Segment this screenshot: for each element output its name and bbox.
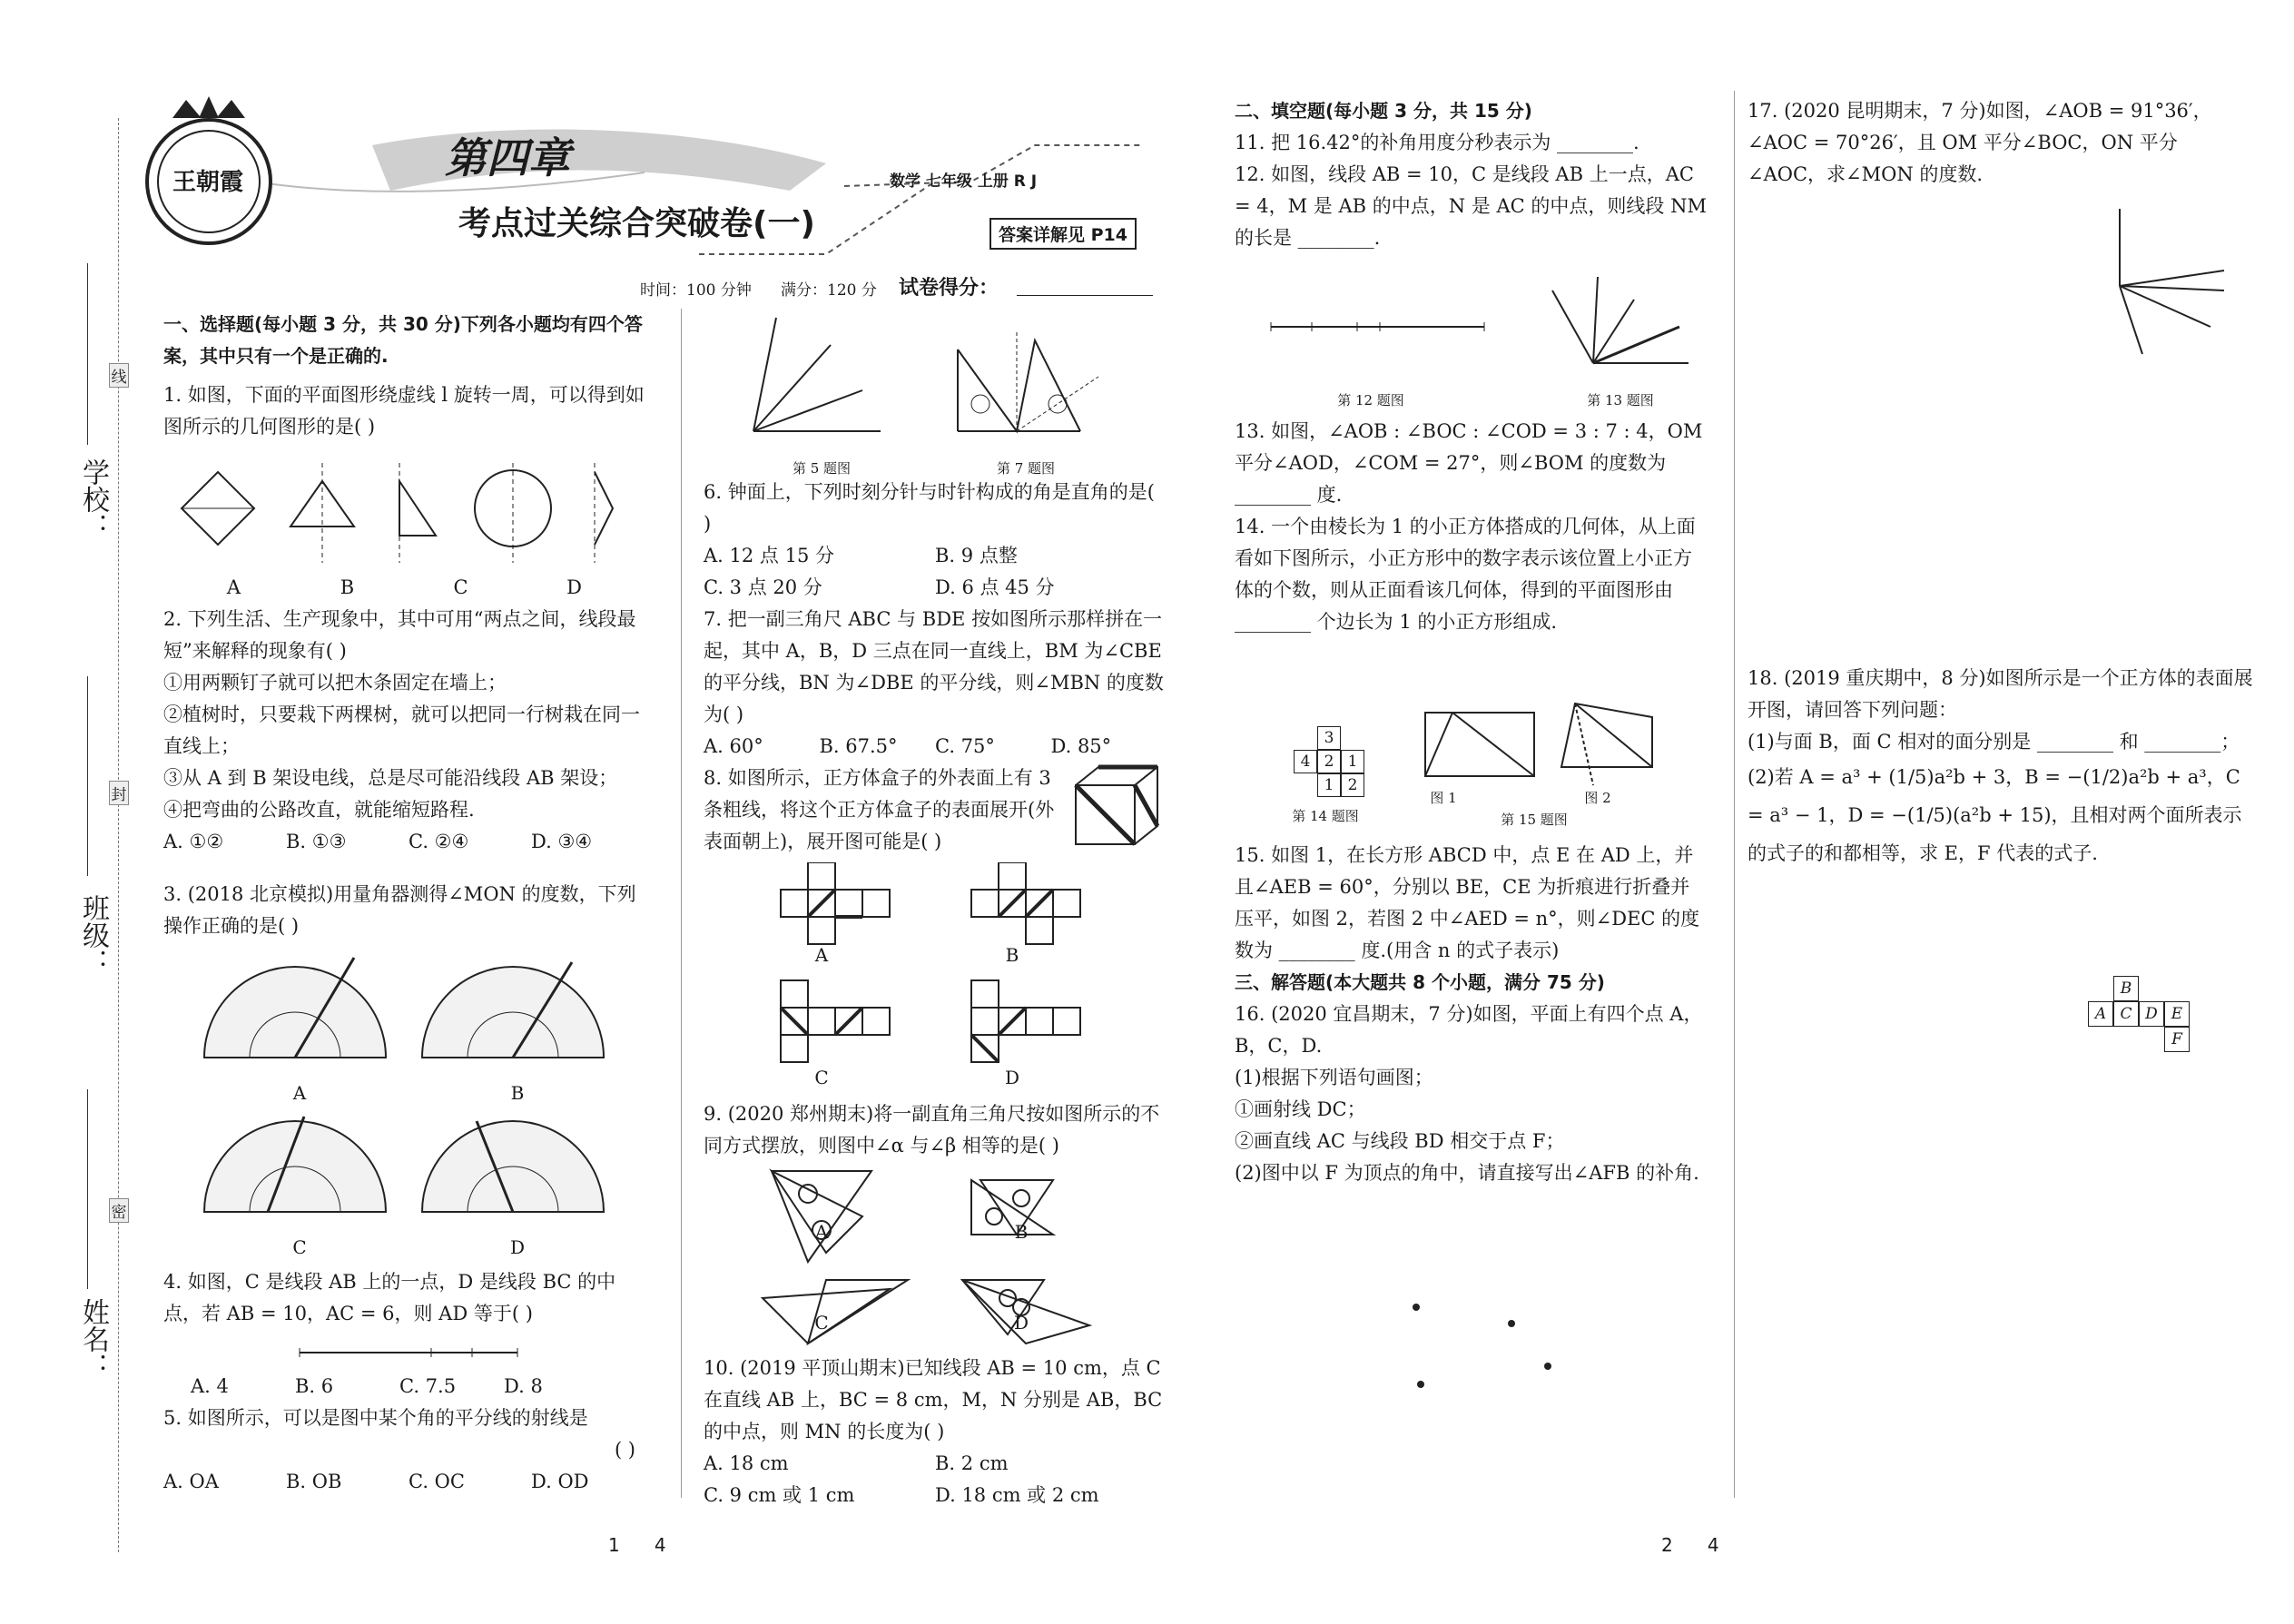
q6-option-a[interactable]: A. 12 点 15 分 — [704, 545, 834, 566]
question-13-14 — [1235, 416, 1707, 638]
fig15-caption: 第 15 题图 — [1501, 812, 1568, 828]
q3-protractors — [195, 953, 631, 1244]
q6-option-b[interactable]: B. 9 点整 — [935, 545, 1018, 566]
full-score: 满分：120 分 — [781, 281, 877, 300]
q10-option-a[interactable]: A. 18 cm — [704, 1452, 789, 1474]
page-number-right: 2 4 — [1661, 1534, 1719, 1556]
q2-option-d[interactable]: D. ③④ — [531, 831, 593, 852]
q17-figure — [2097, 200, 2242, 363]
column-divider-1 — [681, 309, 682, 1498]
fig15-1-caption: 图 1 — [1430, 790, 1457, 806]
question-5: 5. 如图所示，可以是图中某个角的平分线的射线是 ( ) A. OA B. OB C. OC D. OD — [163, 1403, 654, 1498]
q8-option-b[interactable]: B — [1005, 944, 1019, 966]
q4-option-b[interactable]: B. 6 — [295, 1375, 334, 1397]
q8-cube — [1067, 763, 1167, 853]
question-1: 1. 如图，下面的平面图形绕虚线 l 旋转一周，可以得到如图所示的几何图形的是( ) — [163, 384, 645, 438]
q2-option-b[interactable]: B. ①③ — [286, 831, 347, 852]
q16-points — [1389, 1289, 1570, 1398]
q4-segment — [290, 1330, 536, 1366]
q10-option-b[interactable]: B. 2 cm — [935, 1452, 1009, 1474]
header-banner — [136, 91, 1180, 290]
q10-option-c[interactable]: C. 9 cm 或 1 cm — [704, 1484, 855, 1506]
answer-ref: 答案详解见 P14 — [989, 218, 1137, 250]
q14-grid: 3 4 2 1 1 2 — [1294, 726, 1364, 797]
logo-text: 王朝霞 — [172, 169, 244, 196]
q1-option-a[interactable]: A — [226, 576, 241, 598]
crown-icon — [172, 96, 245, 118]
q8-option-c[interactable]: C — [814, 1067, 829, 1088]
q1-options — [177, 572, 631, 604]
question-2: 2. 下列生活、生产现象中，其中可用“两点之间，线段最短”来解释的现象有( ) ①用两颗钉子就可以把木条固定在墙上； ②植树时，只要栽下两棵树，就可以把同一行树栽在同一直线上； ③从 A 到 B 架设电线，总是尽可能沿线段 AB 架设； ④把弯曲的公路改直，就能缩短路程. A. ①② B. ①③ C. ②④ D. ③④ — [163, 604, 654, 858]
time-limit: 时间：100 分钟 — [640, 281, 752, 300]
q5-option-d[interactable]: D. OD — [531, 1471, 589, 1492]
q9-option-d[interactable]: D — [1013, 1312, 1029, 1334]
q1-option-c[interactable]: C — [453, 576, 468, 598]
q9-option-a[interactable]: A — [814, 1221, 829, 1243]
question-17: 17. (2020 昆明期末，7 分)如图，∠AOB = 91°36′，∠AOC = 70°26′，且 OM 平分∠BOC，ON 平分∠AOC，求∠MON 的度数. — [1748, 100, 2212, 185]
fig13-caption: 第 13 题图 — [1587, 392, 1654, 408]
fig12-caption: 第 12 题图 — [1337, 392, 1404, 408]
question-8: 8. 如图所示，正方体盒子的外表面上有 3 条粗线，将这个正方体盒子的表面展开(外表面朝上)，展开图可能是( ) — [704, 767, 1055, 852]
chapter-title: 第四章 — [445, 133, 570, 182]
school-line — [87, 263, 88, 445]
name-line — [87, 1089, 88, 1289]
q5-option-a[interactable]: A. OA — [163, 1471, 219, 1492]
fig7-caption: 第 7 题图 — [996, 460, 1056, 477]
question-18: 18. (2019 重庆期中，8 分)如图所示是一个正方体的表面展开图，请回答下列问题： (1)与面 B，面 C 相对的面分别是 ________ 和 ________； (2)若 A = a³ + (1/5)a²b + 3，B = −(1/2)a²b + a³，C = a³ − 1，D = −(1/5)(a²b + 15)，且相对两个面所表示的式子的和都相等，求 E，F 代表的式子. — [1748, 667, 2253, 864]
q2-option-c[interactable]: C. ②④ — [409, 831, 469, 852]
section-1-title: 一、选择题(每小题 3 分，共 30 分)下列各小题均有四个答案，其中只有一个是正确的. — [163, 313, 643, 367]
seal-mark-3: 密 — [109, 1198, 129, 1223]
section-2: 二、填空题(每小题 3 分，共 15 分) 11. 把 16.42°的补角用度分秒表示为 ________. 12. 如图，线段 AB = 10，C 是线段 AB 上一点，AC = 4，M 是 AB 的中点，N 是 AC 的中点，则线段 NM 的长是 ________. — [1235, 95, 1707, 254]
question-7: 7. 把一副三角尺 ABC 与 BDE 按如图所示那样拼在一起，其中 A，B，D 三点在同一直线上，BM 为∠CBE 的平分线，BN 为∠DBE 的平分线，则∠MBN 的度数为( ) A. 60° B. 67.5° C. 75° D. 85° — [704, 604, 1167, 763]
q6-option-d[interactable]: D. 6 点 45 分 — [935, 576, 1055, 598]
question-14: 14. 一个由棱长为 1 的小正方体搭成的几何体，从上面看如下图所示，小正方形中的数字表示该位置上小正方体的个数，则从正面看该几何体，得到的平面图形由 ________ 个边长为 1 的小正方形组成. — [1235, 516, 1696, 633]
question-12: 12. 如图，线段 AB = 10，C 是线段 AB 上一点，AC = 4，M 是 AB 的中点，N 是 AC 的中点，则线段 NM 的长是 ________. — [1235, 163, 1707, 249]
fig5-caption: 第 5 题图 — [792, 460, 852, 477]
score-label: 试卷得分： — [899, 277, 999, 300]
school-label: 学校： — [77, 458, 109, 540]
q1-figure — [177, 454, 649, 581]
score-blank[interactable] — [1017, 295, 1153, 296]
q1-option-b[interactable]: B — [340, 576, 355, 598]
q6-option-c[interactable]: C. 3 点 20 分 — [704, 576, 822, 598]
column-divider-2 — [1734, 91, 1735, 1498]
seal-line — [118, 118, 119, 1552]
q1-option-d[interactable]: D — [566, 576, 582, 598]
q15-figures — [1416, 699, 1689, 799]
book-meta: 数学 七年级 上册 R J — [890, 172, 1038, 191]
class-label: 班级： — [77, 894, 109, 976]
q9-option-b[interactable]: B — [1014, 1221, 1029, 1243]
q12-q13-figures — [1262, 263, 1698, 381]
q4-options — [191, 1371, 608, 1403]
q9-option-c[interactable]: C — [814, 1312, 829, 1334]
q18-net: B A C D E F — [2088, 976, 2190, 1052]
q10-option-d[interactable]: D. 18 cm 或 2 cm — [935, 1484, 1099, 1506]
page-number-left: 1 4 — [608, 1534, 666, 1556]
q5-option-b[interactable]: B. OB — [286, 1471, 342, 1492]
q2-option-a[interactable]: A. ①② — [163, 831, 224, 852]
q4-option-a[interactable]: A. 4 — [191, 1375, 229, 1397]
q3-option-d[interactable]: D — [509, 1236, 526, 1258]
q7-option-d[interactable]: D. 85° — [1050, 735, 1112, 757]
q3-option-a[interactable]: A — [292, 1082, 307, 1104]
q7-option-c[interactable]: C. 75° — [935, 735, 995, 757]
q8-option-a[interactable]: A — [814, 944, 829, 966]
question-9: 9. (2020 郑州期末)将一副直角三角尺按如图所示的不同方式摆放，则图中∠α 与∠β 相等的是( ) — [704, 1103, 1160, 1156]
q3-option-c[interactable]: C — [292, 1236, 307, 1258]
question-16: 16. (2020 宜昌期末，7 分)如图，平面上有四个点 A，B，C，D. — [1235, 1003, 1703, 1057]
fig14-caption: 第 14 题图 — [1292, 808, 1359, 824]
q3-option-b[interactable]: B — [510, 1082, 525, 1104]
question-11: 11. 把 16.42°的补角用度分秒表示为 ________. — [1235, 132, 1639, 153]
question-6: 6. 钟面上，下列时刻分针与时针构成的角是直角的是( ) A. 12 点 15 分 B. 9 点整 C. 3 点 20 分 D. 6 点 45 分 — [704, 477, 1167, 604]
class-line — [87, 676, 88, 876]
question-10: 10. (2019 平顶山期末)已知线段 AB = 10 cm，点 C 在直线 AB 上，BC = 8 cm，M，N 分别是 AB，BC 的中点，则 MN 的长度为( ) A. 18 cm B. 2 cm C. 9 cm 或 1 cm D. 18 cm 或 2 cm — [704, 1353, 1167, 1511]
fig15-2-caption: 图 2 — [1584, 790, 1611, 806]
section-3-title: 三、解答题(本大题共 8 个小题，满分 75 分) — [1235, 971, 1605, 993]
q7-option-b[interactable]: B. 67.5° — [819, 735, 898, 757]
question-4: 4. 如图，C 是线段 AB 上的一点，D 是线段 BC 的中点，若 AB = 10，AC = 6，则 AD 等于( ) — [163, 1271, 616, 1324]
question-13: 13. 如图，∠AOB : ∠BOC : ∠COD = 3 : 7 : 4，OM 平分∠AOD，∠COM = 27°，则∠BOM 的度数为 ________ 度. — [1235, 420, 1703, 506]
q7-option-a[interactable]: A. 60° — [704, 735, 763, 757]
paper-title: 考点过关综合突破卷(一) — [458, 205, 815, 242]
name-label: 姓名： — [77, 1298, 109, 1380]
q5-option-c[interactable]: C. OC — [409, 1471, 465, 1492]
q8-option-d[interactable]: D — [1004, 1067, 1020, 1088]
q4-option-c[interactable]: C. 7.5 — [399, 1375, 457, 1397]
question-15: 15. 如图 1，在长方形 ABCD 中，点 E 在 AD 上，并且∠AEB = 60°，分别以 BE，CE 为折痕进行折叠并压平，如图 2，若图 2 中∠AED = n°，则∠DEC 的度数为 ________ 度.(用含 n 的式子表示) 三、解答题(本大题共 8 个小题，满分 75 分) 16. (2020 宜昌期末，7 分)如图，平面上有四个点 A，B，C，D. (1)根据下列语句画图； ①画射线 DC； ②画直线 AC 与线段 BD 相交于点 F； (2)图中以 F 为顶点的角中，请直接写出∠AFB 的补角. — [1235, 840, 1707, 1189]
seal-mark-2: 封 — [109, 781, 129, 805]
q4-option-d[interactable]: D. 8 — [504, 1375, 543, 1397]
seal-mark-1: 线 — [109, 363, 129, 388]
question-3: 3. (2018 北京模拟)用量角器测得∠MON 的度数，下列操作正确的是( ) — [163, 883, 636, 937]
q8-nets — [772, 862, 1135, 1089]
q5-q7-figures — [726, 313, 1108, 454]
